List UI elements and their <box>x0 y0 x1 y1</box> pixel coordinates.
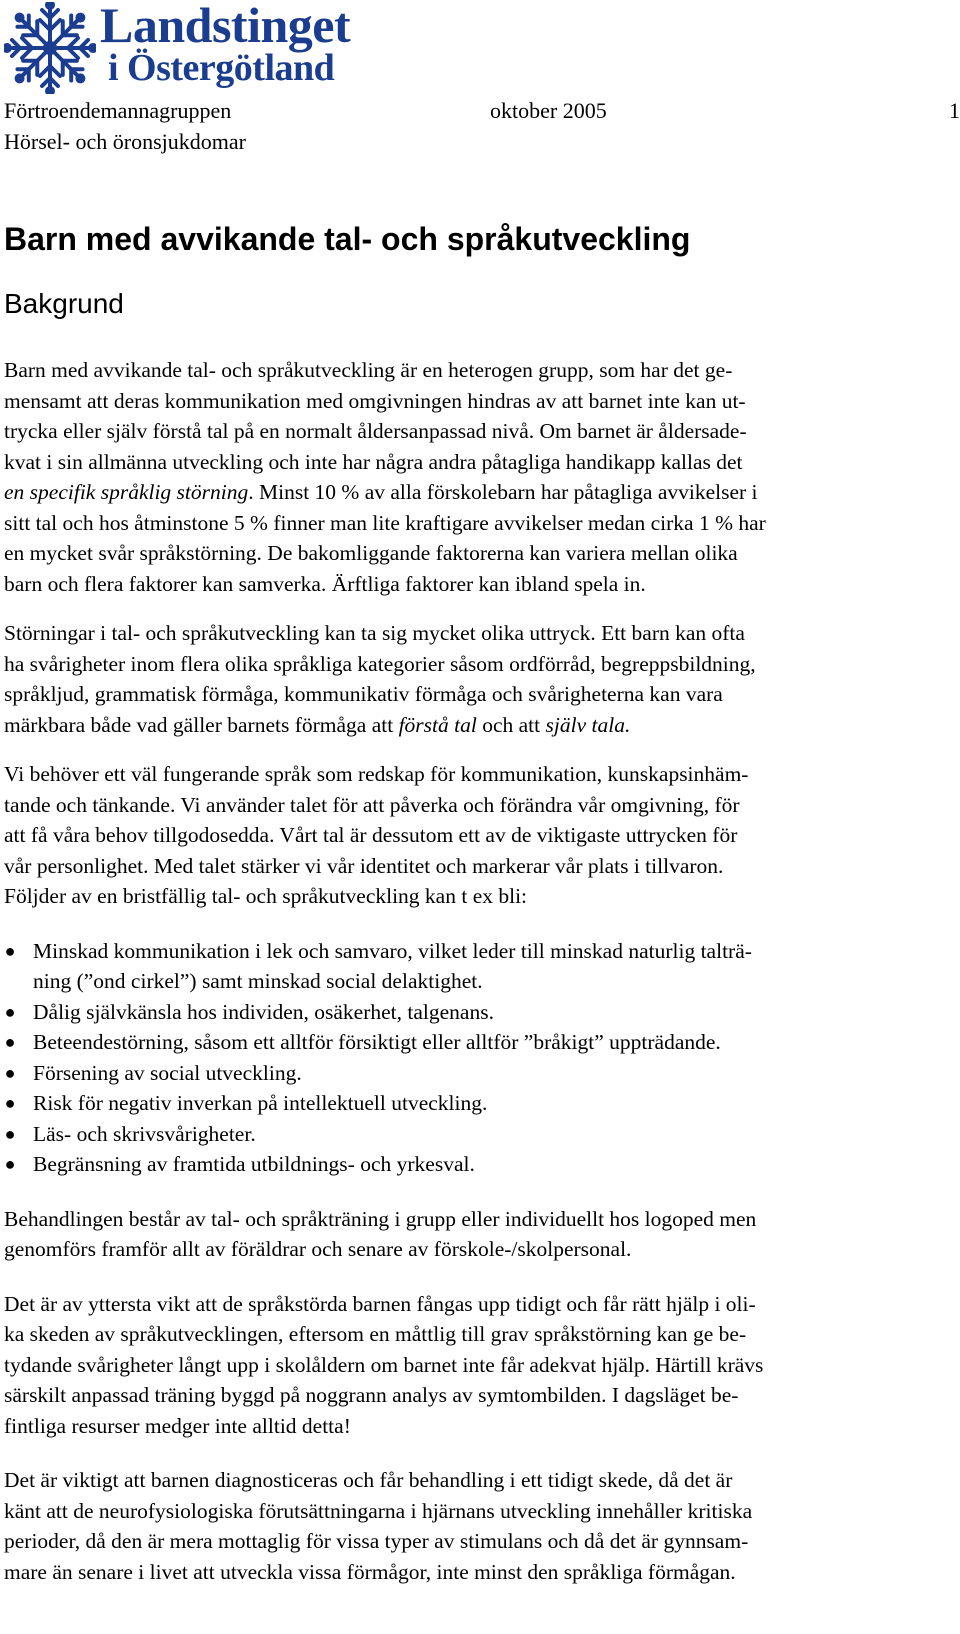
text-line: ning (”ond cirkel”) samt minskad social delaktighet. <box>33 969 483 993</box>
header-org: Förtroendemannagruppen <box>4 98 232 123</box>
text-line: trycka eller själv förstå tal på en normalt åldersanpassad nivå. Om barnet är åldersade- <box>4 419 747 443</box>
text-line: perioder, då den är mera mottaglig för vissa typer av stimulans och då det är gynnsam- <box>4 1529 749 1553</box>
paragraph <box>4 1289 956 1442</box>
paragraph <box>4 355 956 599</box>
list-item <box>4 1149 956 1180</box>
list-item <box>4 1027 956 1058</box>
emphasis: själv tala. <box>545 712 631 737</box>
list-item <box>4 1088 956 1119</box>
text-line: Begränsning av framtida utbildnings- och yrkesval. <box>33 1152 475 1176</box>
bullet-icon: ● <box>4 1062 16 1083</box>
text-line: Det är viktigt att barnen diagnosticeras och får behandling i ett tidigt skede, då det är <box>4 1468 733 1492</box>
text-line: Läs- och skrivsvårigheter. <box>33 1121 256 1146</box>
text-line: Dålig självkänsla hos individen, osäkerhet, talgenans. <box>33 999 494 1024</box>
text-line: Försening av social utveckling. <box>33 1060 302 1085</box>
page-number: 1 <box>949 98 960 123</box>
text-line: Störningar i tal- och språkutveckling kan ta sig mycket olika uttryck. Ett barn kan ofta <box>4 621 745 645</box>
header-subject: Hörsel- och öronsjukdomar <box>4 129 246 154</box>
text-line: Behandlingen består av tal- och språkträning i grupp eller individuellt hos logoped men <box>4 1206 757 1231</box>
text-line: tydande svårigheter långt upp i skolåldern om barnet inte får adekvat hjälp. Härtill krävs <box>4 1352 764 1377</box>
text-segment: märkbara både vad gäller barnets förmåga att <box>4 712 399 737</box>
bullet-icon: ● <box>4 1093 16 1113</box>
list-item <box>4 936 956 997</box>
text-line: barn och flera faktorer kan samverka. Ärftliga faktorer kan ibland spela in. <box>4 571 646 596</box>
text-line: en mycket svår språkstörning. De bakomliggande faktorerna kan variera mellan olika <box>4 541 738 565</box>
paragraph <box>4 618 956 740</box>
text-line: sitt tal och hos åtminstone 5 % finner man lite kraftigare avvikelser medan cirka 1 % har <box>4 510 766 535</box>
text-line: Risk för negativ inverkan på intellektuell utveckling. <box>33 1091 488 1115</box>
text-line: Beteendestörning, såsom ett alltför försiktigt eller alltför ”bråkigt” uppträdande. <box>33 1030 721 1054</box>
text-line: tande och tänkande. Vi använder talet för att påverka och förändra vår omgivning, för <box>4 792 740 817</box>
text-line: ha svårigheter inom flera olika språkliga kategorier såsom ordförråd, begreppsbildning, <box>4 651 756 676</box>
bullet-icon: ● <box>4 1123 16 1144</box>
section-heading: Bakgrund <box>4 288 124 319</box>
text-line: Minskad kommunikation i lek och samvaro, vilket leder till minskad naturlig talträ- <box>33 938 752 963</box>
text-line: vår personlighet. Med talet stärker vi vår identitet och markerar vår plats i tillvaron. <box>4 853 724 878</box>
logo-wordmark: Landstinget <box>100 0 351 53</box>
text-line <box>4 710 956 741</box>
list-item <box>4 1058 956 1089</box>
emphasis: en specifik språklig störning <box>4 480 249 504</box>
list-item <box>4 997 956 1028</box>
text-line: särskilt anpassad träning byggd på noggrann analys av symtombilden. I dagsläget be- <box>4 1383 739 1407</box>
snowflake-emblem-icon <box>4 2 96 94</box>
bullet-icon: ● <box>4 940 16 961</box>
text-line: känt att de neurofysiologiska förutsättningarna i hjärnans utveckling innehåller kritiska <box>4 1498 753 1523</box>
text-line: ka skeden av språkutvecklingen, eftersom en måttlig till grav språkstörning kan ge be- <box>4 1322 747 1346</box>
header-date: oktober 2005 <box>490 98 607 123</box>
text-line: genomförs framför allt av föräldrar och senare av förskole-/skolpersonal. <box>4 1237 632 1261</box>
text-line: kvat i sin allmänna utveckling och inte har några andra påtagliga handikapp kallas det <box>4 449 743 474</box>
text-line: mensamt att deras kommunikation med omgivningen hindras av att barnet inte kan ut- <box>4 388 746 413</box>
bullet-icon: ● <box>4 1032 16 1052</box>
document-title: Barn med avvikande tal- och språkutveckling <box>4 221 691 257</box>
text-line: Följder av en bristfällig tal- och språkutveckling kan t ex bli: <box>4 884 528 908</box>
text-line <box>4 477 956 508</box>
document-body <box>4 355 956 1587</box>
paragraph <box>4 1204 956 1265</box>
logo <box>4 2 384 94</box>
text-line: mare än senare i livet att utveckla vissa förmågor, inte minst den språkliga förmågan. <box>4 1559 736 1584</box>
bullet-list <box>4 936 956 1180</box>
bullet-icon: ● <box>4 1154 16 1174</box>
text-line: språkljud, grammatisk förmåga, kommunikativ förmåga och svårigheterna kan vara <box>4 682 723 706</box>
emphasis: förstå tal <box>398 712 477 737</box>
text-line: fintliga resurser medger inte alltid detta! <box>4 1413 351 1438</box>
text-line: Barn med avvikande tal- och språkutveckling är en heterogen grupp, som har det ge- <box>4 358 733 382</box>
list-item <box>4 1119 956 1150</box>
text-segment: . Minst 10 % av alla förskolebarn har påtagliga avvikelser i <box>248 480 758 504</box>
text-line: att få våra behov tillgodosedda. Vårt tal är dessutom ett av de viktigaste uttrycken för <box>4 823 738 847</box>
bullet-icon: ● <box>4 1001 16 1022</box>
paragraph <box>4 759 956 912</box>
logo-subline: i Östergötland <box>108 47 335 89</box>
text-line: Vi behöver ett väl fungerande språk som redskap för kommunikation, kunskapsinhäm- <box>4 762 749 786</box>
paragraph <box>4 1465 956 1587</box>
text-line: Det är av yttersta vikt att de språkstörda barnen fångas upp tidigt och får rätt hjälp i oli- <box>4 1291 756 1316</box>
text-segment: och att <box>476 712 546 737</box>
